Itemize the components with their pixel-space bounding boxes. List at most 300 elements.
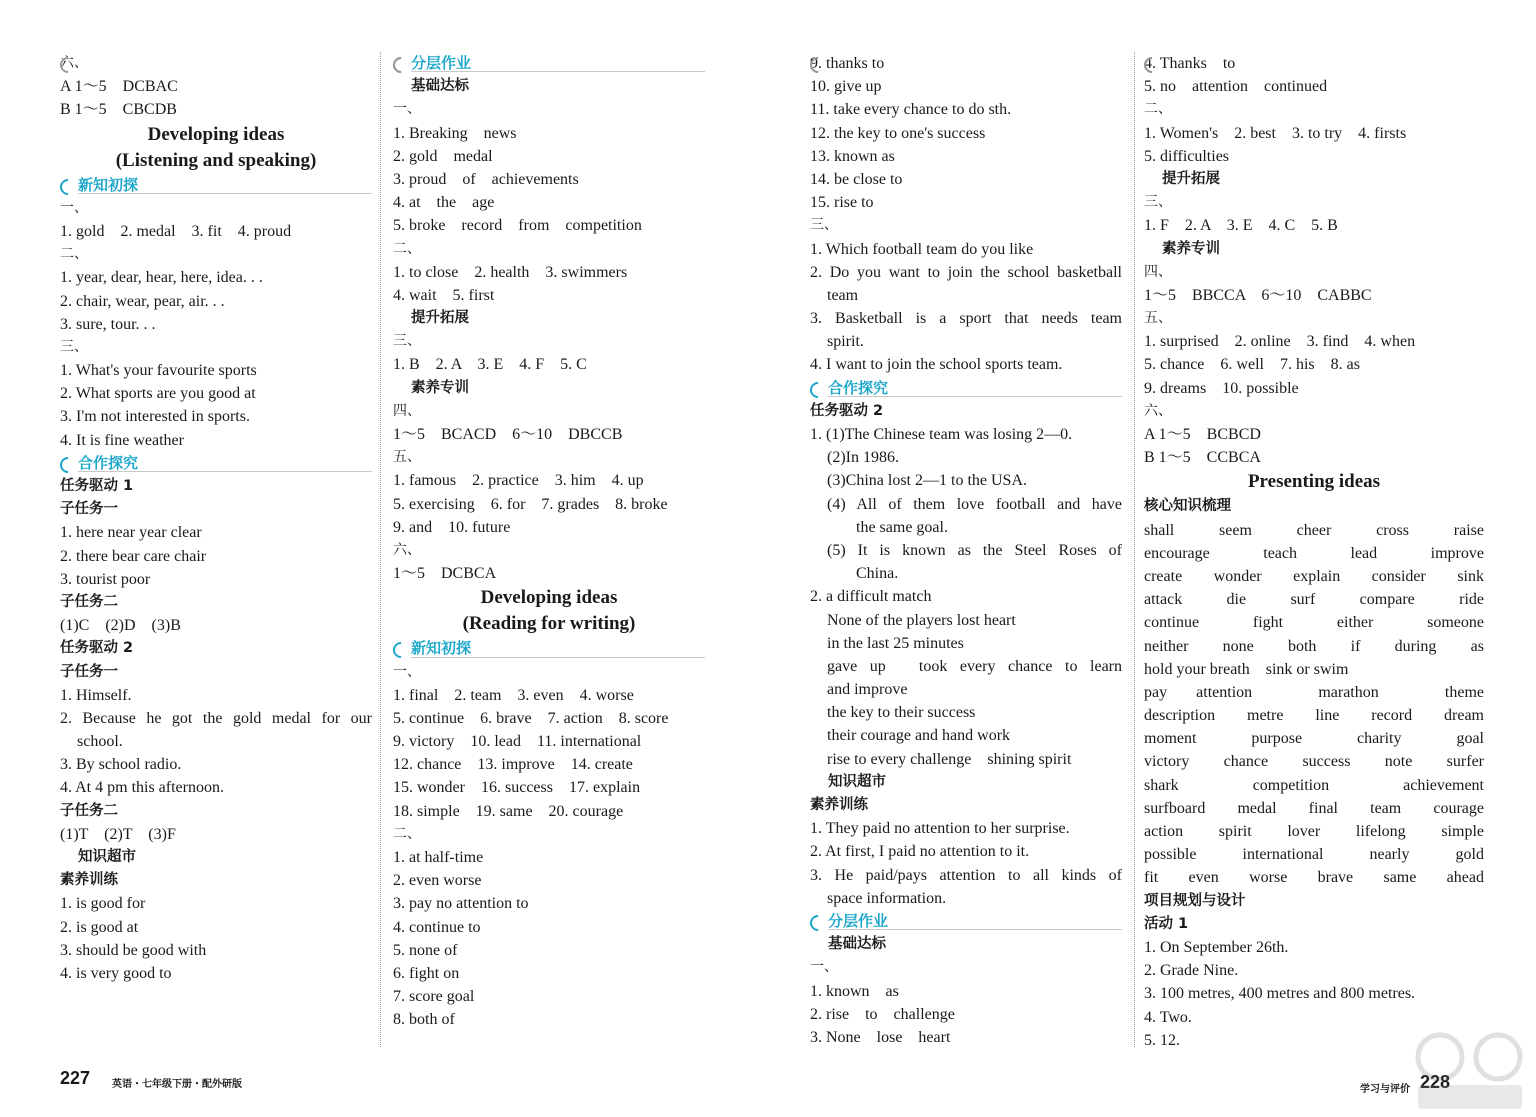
part-number [1144, 98, 1484, 121]
answer-line [1144, 284, 1484, 307]
answer-line [810, 191, 1122, 214]
line-text: 子任务一 [60, 663, 118, 680]
line-text: 1. They paid no attention to her surprise. [810, 820, 1070, 838]
line-text: the same goal. [856, 518, 948, 536]
answer-line [60, 892, 372, 915]
line-text: 1. here near year clear [60, 524, 202, 542]
line-text: 12. the key to one's success [810, 124, 986, 142]
line-text: 3. 100 metres, 400 metres and 800 metres. [1144, 985, 1416, 1003]
line-text: 3. None lose heart [810, 1028, 951, 1046]
answer-line [810, 1026, 1122, 1049]
answer-line [1144, 820, 1484, 843]
line-text: 3. I'm not interested in sports. [60, 408, 250, 426]
line-text: 三、 [1144, 194, 1172, 211]
section-header [60, 452, 372, 475]
answer-line [810, 701, 1122, 724]
answer-line [393, 261, 705, 284]
line-text: 2. gold medal [393, 147, 493, 165]
line-text: 4. continue to [393, 918, 481, 936]
task-heading [1144, 890, 1484, 913]
line-text: 活动 1 [1144, 915, 1189, 932]
line-text: 5. 12. [1144, 1031, 1180, 1049]
line-text: 14. be close to [810, 170, 903, 188]
answer-line [810, 887, 1122, 910]
answer-line [60, 75, 372, 98]
answer-line [393, 916, 705, 939]
answer-line [810, 145, 1122, 168]
answer-line [393, 730, 705, 753]
line-text: 1. gold 2. medal 3. fit 4. proud [60, 222, 292, 240]
part-number [1144, 261, 1484, 284]
line-text: 3. tourist poor [60, 570, 151, 588]
line-text: 2. there bear care chair [60, 547, 207, 565]
answer-line [810, 52, 1122, 75]
answer-line [60, 98, 372, 121]
section-marker-icon [807, 912, 830, 935]
part-number [60, 243, 372, 266]
line-text: 1. at half-time [393, 849, 484, 866]
part-number [393, 98, 705, 121]
answer-line [810, 562, 1122, 585]
line-text: 9. thanks to [810, 55, 885, 72]
line-text: Developing ideas [147, 123, 285, 145]
page-number-right: 228 [1420, 1072, 1451, 1092]
answer-line [810, 307, 1122, 330]
part-number [393, 661, 705, 684]
answer-line [1144, 681, 1484, 704]
line-text: school. [77, 733, 123, 751]
line-text: 合作探究 [828, 378, 889, 397]
answer-line [810, 261, 1122, 284]
line-text: 分层作业 [828, 911, 889, 930]
section-marker-icon [390, 639, 413, 662]
line-text: surfboard medal final team courage [1144, 799, 1484, 817]
answer-line [393, 753, 705, 776]
task-heading [60, 498, 372, 521]
answer-line [393, 353, 705, 376]
answer-line [1144, 843, 1484, 866]
answer-line [60, 614, 372, 637]
section-marker-icon [807, 378, 830, 401]
line-text: 二、 [393, 825, 421, 842]
answer-line [810, 75, 1122, 98]
line-text: 素养训练 [60, 872, 118, 889]
part-number [393, 539, 705, 562]
section-title [393, 585, 705, 611]
task-heading [60, 869, 372, 892]
line-text: 2. Grade Nine. [1144, 962, 1239, 980]
line-text: 3. proud of achievements [393, 170, 579, 188]
line-text: 二、 [1144, 101, 1172, 118]
line-text: A 1～5 DCBAC [60, 78, 178, 96]
line-text: 5. broke record from competition [393, 217, 642, 235]
line-text: 1. Himself. [60, 686, 132, 704]
line-text: 2. a difficult match [810, 588, 932, 606]
answer-line [60, 962, 372, 985]
answer-line [60, 266, 372, 289]
line-text: 任务驱动 2 [60, 640, 134, 657]
answer-column-2 [393, 52, 705, 1032]
line-text: 1. Breaking news [393, 124, 517, 142]
line-text: create wonder explain consider sink [1144, 567, 1484, 585]
answer-line [810, 493, 1122, 516]
answer-column-3 [810, 52, 1122, 1049]
line-text: (4) All of them love football and have [827, 495, 1122, 513]
line-text: 2. Do you want to join the school basketball [810, 263, 1122, 281]
answer-line [393, 707, 705, 730]
line-text: 基础达标 [828, 936, 886, 953]
line-text: possible international nearly gold [1144, 846, 1484, 864]
line-text: 3. should be good with [60, 941, 207, 959]
line-text: victory chance success note surfer [1144, 753, 1484, 771]
line-text: 10. give up [810, 78, 882, 96]
line-text: 任务驱动 1 [60, 478, 134, 494]
answer-line [393, 191, 705, 214]
task-heading [60, 475, 372, 498]
answer-line [1144, 866, 1484, 889]
answer-line [1144, 565, 1484, 588]
part-number [1144, 307, 1484, 330]
section-title [1144, 469, 1484, 495]
answer-line [810, 864, 1122, 887]
line-text: 合作探究 [78, 453, 139, 472]
line-text: 13. known as [810, 147, 895, 165]
line-text: shark competition achievement [1144, 776, 1484, 794]
line-text: 四、 [1144, 263, 1172, 280]
answer-line [60, 916, 372, 939]
line-text: B 1～5 CBCDB [60, 101, 177, 119]
line-text: 子任务一 [60, 501, 118, 518]
answer-line [393, 846, 705, 869]
line-text: neither none both if during as [1144, 637, 1484, 655]
subsection-header [1144, 168, 1484, 191]
line-text: 5. no attention continued [1144, 78, 1328, 96]
answer-line [60, 220, 372, 243]
line-text: 1～5 DCBCA [393, 565, 497, 583]
line-text: 4. I want to join the school sports team. [810, 356, 1063, 374]
answer-line [810, 330, 1122, 353]
answer-line [60, 359, 372, 382]
answer-column-4 [1144, 52, 1484, 1052]
answer-line [1144, 214, 1484, 237]
line-text: 1. is good for [60, 895, 146, 913]
answer-line [810, 539, 1122, 562]
line-text: 素养专训 [411, 379, 469, 396]
line-text: 一、 [60, 199, 88, 216]
line-text: fit even worse brave same ahead [1144, 869, 1484, 887]
answer-line [393, 684, 705, 707]
line-text: 1. Which football team do you like [810, 240, 1034, 258]
subsection-header [1144, 238, 1484, 261]
answer-line [393, 168, 705, 191]
part-number [393, 823, 705, 846]
line-text: pay attention marathon theme [1144, 683, 1484, 701]
section-marker-icon [57, 453, 80, 476]
line-text: 1～5 BCACD 6～10 DBCCB [393, 426, 623, 443]
task-heading [810, 400, 1122, 423]
line-text: shall seem cheer cross raise [1144, 521, 1484, 539]
answer-line [810, 516, 1122, 539]
answer-line [1144, 542, 1484, 565]
answer-line [393, 516, 705, 539]
task-heading [810, 794, 1122, 817]
answer-line [1144, 75, 1484, 98]
column-divider [380, 52, 381, 1047]
part-number [393, 330, 705, 353]
line-text: spirit. [827, 333, 864, 351]
line-text: 知识超市 [828, 773, 886, 790]
line-text: 5. chance 6. well 7. his 8. as [1144, 356, 1360, 374]
line-text: 3. sure, tour. . . [60, 315, 156, 333]
line-text: 3. pay no attention to [393, 895, 529, 913]
line-text: (2)In 1986. [827, 449, 899, 467]
answer-line [810, 446, 1122, 469]
line-text: 1. surprised 2. online 3. find 4. when [1144, 333, 1416, 351]
answer-line [60, 521, 372, 544]
answer-line [810, 284, 1122, 307]
answer-line [1144, 982, 1484, 1005]
answer-line [1144, 774, 1484, 797]
part-number [393, 400, 705, 423]
line-text: 提升拓展 [1162, 170, 1220, 187]
line-text: 一、 [810, 959, 838, 976]
line-text: rise to every challenge shining spirit [827, 750, 1072, 768]
answer-line [60, 290, 372, 313]
answer-line [393, 869, 705, 892]
part-number [393, 446, 705, 469]
line-text: 2. is good at [60, 918, 139, 936]
line-text: and improve [827, 681, 908, 699]
answer-line [810, 353, 1122, 376]
line-text: 新知初探 [78, 175, 139, 194]
line-text: B 1～5 CCBCA [1144, 449, 1261, 467]
answer-line [1144, 936, 1484, 959]
answer-line [1144, 727, 1484, 750]
line-text: 六、 [393, 541, 421, 558]
answer-line [60, 776, 372, 799]
answer-line [393, 493, 705, 516]
answer-line [60, 823, 372, 846]
line-text: 1. famous 2. practice 3. him 4. up [393, 472, 644, 490]
line-text: action spirit lover lifelong simple [1144, 823, 1484, 840]
line-text: 三、 [60, 338, 88, 355]
part-number [60, 197, 372, 220]
answer-line [393, 562, 705, 585]
answer-line [1144, 750, 1484, 773]
watermark-logo [1410, 1025, 1530, 1113]
line-text: 核心知识梳理 [1144, 498, 1231, 515]
line-text: Developing ideas [480, 587, 618, 609]
line-text: 三、 [810, 217, 838, 234]
answer-line [393, 985, 705, 1008]
task-heading [60, 637, 372, 660]
subsection-header [60, 846, 372, 869]
answer-line [1144, 959, 1484, 982]
answer-line [60, 545, 372, 568]
answer-line [810, 585, 1122, 608]
task-heading [1144, 913, 1484, 936]
answer-line [60, 730, 372, 753]
line-text: 3. By school radio. [60, 756, 182, 774]
line-text: 任务驱动 2 [810, 402, 884, 419]
line-text: 15. wonder 16. success 17. explain [393, 779, 641, 797]
line-text: 3. He paid/pays attention to all kinds of [810, 866, 1122, 884]
answer-line [810, 238, 1122, 261]
line-text: team [827, 286, 859, 304]
line-text: 分层作业 [411, 54, 472, 72]
section-header [810, 910, 1122, 933]
line-text: 5. continue 6. brave 7. action 8. score [393, 709, 669, 727]
section-title [393, 611, 705, 637]
answer-line [1144, 353, 1484, 376]
subsection-header [810, 771, 1122, 794]
line-text: space information. [827, 889, 947, 907]
answer-line [1144, 423, 1484, 446]
line-text: A 1～5 BCBCD [1144, 426, 1261, 443]
line-text: 新知初探 [411, 639, 472, 658]
line-text: 一、 [393, 101, 421, 118]
section-header [393, 637, 705, 660]
line-text: 9. dreams 10. possible [1144, 379, 1299, 397]
line-text: 六、 [1144, 402, 1172, 419]
line-text: 2. even worse [393, 872, 482, 890]
answer-line [810, 980, 1122, 1003]
part-number [1144, 400, 1484, 423]
answer-line [393, 962, 705, 985]
answer-line [393, 469, 705, 492]
footer-book-title: 英语・七年级下册・配外研版 [112, 1079, 242, 1090]
line-text: 2. Because he got the gold medal for our [60, 709, 372, 727]
answer-line [810, 748, 1122, 771]
line-text: 4. It is fine weather [60, 431, 184, 449]
line-text: 1. F 2. A 3. E 4. C 5. B [1144, 217, 1338, 235]
answer-line [1144, 588, 1484, 611]
line-text: moment purpose charity goal [1144, 730, 1484, 748]
answer-line [393, 800, 705, 823]
line-text: (5) It is known as the Steel Roses of [827, 541, 1122, 559]
answer-line [1144, 330, 1484, 353]
task-heading [1144, 495, 1484, 518]
subsection-header [810, 933, 1122, 956]
line-text: 二、 [60, 246, 88, 263]
line-text: 1. to close 2. health 3. swimmers [393, 263, 628, 281]
task-heading [60, 800, 372, 823]
answer-line [810, 678, 1122, 701]
line-text: continue fight either someone [1144, 614, 1484, 632]
line-text: in the last 25 minutes [827, 634, 964, 652]
answer-line [1144, 611, 1484, 634]
answer-line [1144, 377, 1484, 400]
line-text: hold your breath sink or swim [1144, 660, 1349, 678]
answer-line [1144, 446, 1484, 469]
answer-line [60, 382, 372, 405]
line-text: (Listening and speaking) [115, 149, 317, 171]
answer-line [1144, 658, 1484, 681]
answer-line [393, 939, 705, 962]
section-marker-icon [57, 175, 80, 198]
answer-line [393, 892, 705, 915]
answer-line [60, 684, 372, 707]
answer-line [1144, 797, 1484, 820]
answer-line [810, 632, 1122, 655]
answer-line [60, 429, 372, 452]
line-text: 1. known as [810, 982, 899, 1000]
line-text: description metre line record dream [1144, 707, 1484, 725]
answer-line [1144, 145, 1484, 168]
line-text: 素养专训 [1162, 240, 1220, 257]
answer-line [393, 776, 705, 799]
subsection-header [393, 377, 705, 400]
line-text: encourage teach lead improve [1144, 544, 1484, 562]
answer-line [393, 423, 705, 446]
line-text: gave up took every chance to learn [827, 657, 1122, 675]
answer-line [393, 214, 705, 237]
subsection-header [393, 307, 705, 330]
answer-line [810, 840, 1122, 863]
line-text: 1. On September 26th. [1144, 938, 1289, 956]
line-text: 1. (1)The Chinese team was losing 2—0. [810, 426, 1073, 443]
line-text: 3. Basketball is a sport that needs team [810, 310, 1122, 328]
line-text: 18. simple 19. same 20. courage [393, 802, 624, 820]
answer-line [1144, 635, 1484, 658]
line-text: 1. B 2. A 3. E 4. F 5. C [393, 356, 587, 374]
line-text: 2. chair, wear, pear, air. . . [60, 292, 225, 310]
line-text: 1. What's your favourite sports [60, 362, 257, 380]
line-text: 五、 [393, 449, 421, 466]
line-text: (Reading for writing) [462, 613, 636, 635]
part-number [810, 956, 1122, 979]
line-text: 2. What sports are you good at [60, 385, 256, 403]
part-number [393, 238, 705, 261]
line-text: 1～5 BBCCA 6～10 CABBC [1144, 286, 1372, 304]
line-text: 4. Two. [1144, 1008, 1192, 1026]
line-text: 六、 [60, 55, 88, 71]
answer-line [60, 939, 372, 962]
line-text: 4. wait 5. first [393, 286, 495, 304]
line-text: 三、 [393, 333, 421, 350]
line-text: 4. At 4 pm this afternoon. [60, 779, 224, 797]
line-text: 9. victory 10. lead 11. international [393, 733, 642, 751]
line-text: 5. none of [393, 941, 458, 959]
line-text: 2. rise to challenge [810, 1005, 955, 1023]
line-text: 1. Women's 2. best 3. to try 4. firsts [1144, 124, 1407, 142]
page-number-left: 227 [60, 1068, 91, 1088]
column-divider [1134, 52, 1135, 1047]
answer-line [393, 284, 705, 307]
section-title [60, 148, 372, 174]
line-text: 2. At first, I paid no attention to it. [810, 843, 1030, 861]
line-text: 四、 [393, 402, 421, 419]
answer-line [810, 655, 1122, 678]
line-text: 提升拓展 [411, 310, 469, 327]
line-text: 素养训练 [810, 797, 868, 813]
answer-line [1144, 704, 1484, 727]
line-text: 子任务二 [60, 593, 118, 610]
answer-line [810, 168, 1122, 191]
line-text: 基础达标 [411, 78, 469, 95]
answer-line [810, 817, 1122, 840]
line-text: 4. at the age [393, 194, 495, 212]
answer-line [810, 469, 1122, 492]
line-text: 4. Thanks to [1144, 55, 1236, 72]
line-text: 1. final 2. team 3. even 4. worse [393, 686, 634, 704]
line-text: their courage and hand work [827, 727, 1011, 745]
line-text: 二、 [393, 240, 421, 257]
answer-line [60, 313, 372, 336]
line-text: 一、 [393, 663, 421, 680]
answer-line [60, 753, 372, 776]
line-text: 项目规划与设计 [1144, 892, 1246, 909]
